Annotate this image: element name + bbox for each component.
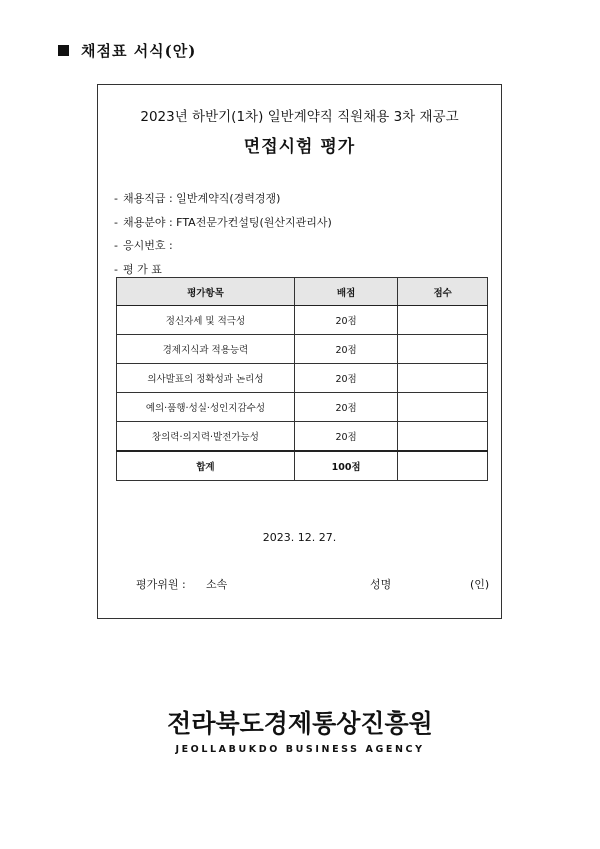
table-row bbox=[117, 335, 488, 364]
section-title bbox=[58, 40, 196, 61]
organization-name-en: JEOLLABUKDO BUSINESS AGENCY bbox=[175, 744, 425, 755]
seal-mark: (인) bbox=[470, 578, 490, 591]
info-text: 채용직급 : 일반계약직(경력경쟁) bbox=[122, 192, 281, 205]
row-item: 예의·품행·성실·성인지감수성 bbox=[117, 393, 295, 422]
section-title-text: 채점표 서식(안) bbox=[81, 42, 197, 60]
info-item-field bbox=[114, 211, 332, 235]
info-text: 채용분야 : FTA전문가컨설팅(원산지관리사) bbox=[122, 215, 332, 229]
header-item: 평가항목 bbox=[117, 278, 295, 306]
evaluation-title: 면접시험 평가 bbox=[243, 137, 356, 157]
info-list bbox=[114, 187, 332, 281]
info-text: 평 가 표 bbox=[122, 262, 162, 276]
name-label: 성명 bbox=[370, 578, 392, 591]
total-points: 100점 bbox=[294, 451, 398, 481]
row-points: 20점 bbox=[294, 335, 398, 364]
row-item: 창의력·의지력·발전가능성 bbox=[117, 422, 295, 452]
table-row bbox=[117, 364, 488, 393]
dash-bullet: - bbox=[114, 215, 118, 229]
table-row bbox=[117, 422, 488, 452]
table-header-row bbox=[117, 278, 488, 306]
row-item: 정신자세 및 적극성 bbox=[117, 306, 295, 335]
total-label: 합계 bbox=[117, 451, 295, 481]
table-row bbox=[117, 393, 488, 422]
notice-title: 2023년 하반기(1차) 일반계약직 직원채용 3차 재공고 bbox=[140, 109, 459, 125]
info-item-position bbox=[114, 187, 332, 211]
table-total-row bbox=[117, 451, 488, 481]
row-score-cell[interactable] bbox=[398, 393, 488, 422]
row-score-cell[interactable] bbox=[398, 335, 488, 364]
row-points: 20점 bbox=[294, 306, 398, 335]
evaluation-date: 2023. 12. 27. bbox=[262, 531, 337, 544]
scoring-form bbox=[97, 84, 502, 619]
info-item-applicant-number bbox=[114, 234, 332, 258]
row-points: 20점 bbox=[294, 364, 398, 393]
dash-bullet: - bbox=[114, 262, 118, 276]
dash-bullet: - bbox=[114, 239, 118, 252]
info-text: 응시번호 : bbox=[122, 239, 173, 252]
row-score-cell[interactable] bbox=[398, 364, 488, 393]
organization-name-ko: 전라북도경제통상진흥원 bbox=[167, 709, 433, 738]
row-item: 의사발표의 정확성과 논리성 bbox=[117, 364, 295, 393]
affiliation-label: 소속 bbox=[206, 578, 228, 591]
table-row bbox=[117, 306, 488, 335]
header-score: 점수 bbox=[398, 278, 488, 306]
score-table bbox=[116, 277, 488, 481]
organization-logo bbox=[0, 704, 600, 755]
row-item: 경제지식과 적용능력 bbox=[117, 335, 295, 364]
row-score-cell[interactable] bbox=[398, 306, 488, 335]
header-points: 배점 bbox=[294, 278, 398, 306]
row-points: 20점 bbox=[294, 422, 398, 452]
dash-bullet: - bbox=[114, 192, 118, 205]
total-score-cell[interactable] bbox=[398, 451, 488, 481]
row-score-cell[interactable] bbox=[398, 422, 488, 452]
evaluator-label: 평가위원 : bbox=[136, 578, 186, 591]
square-bullet-icon bbox=[58, 45, 69, 56]
row-points: 20점 bbox=[294, 393, 398, 422]
